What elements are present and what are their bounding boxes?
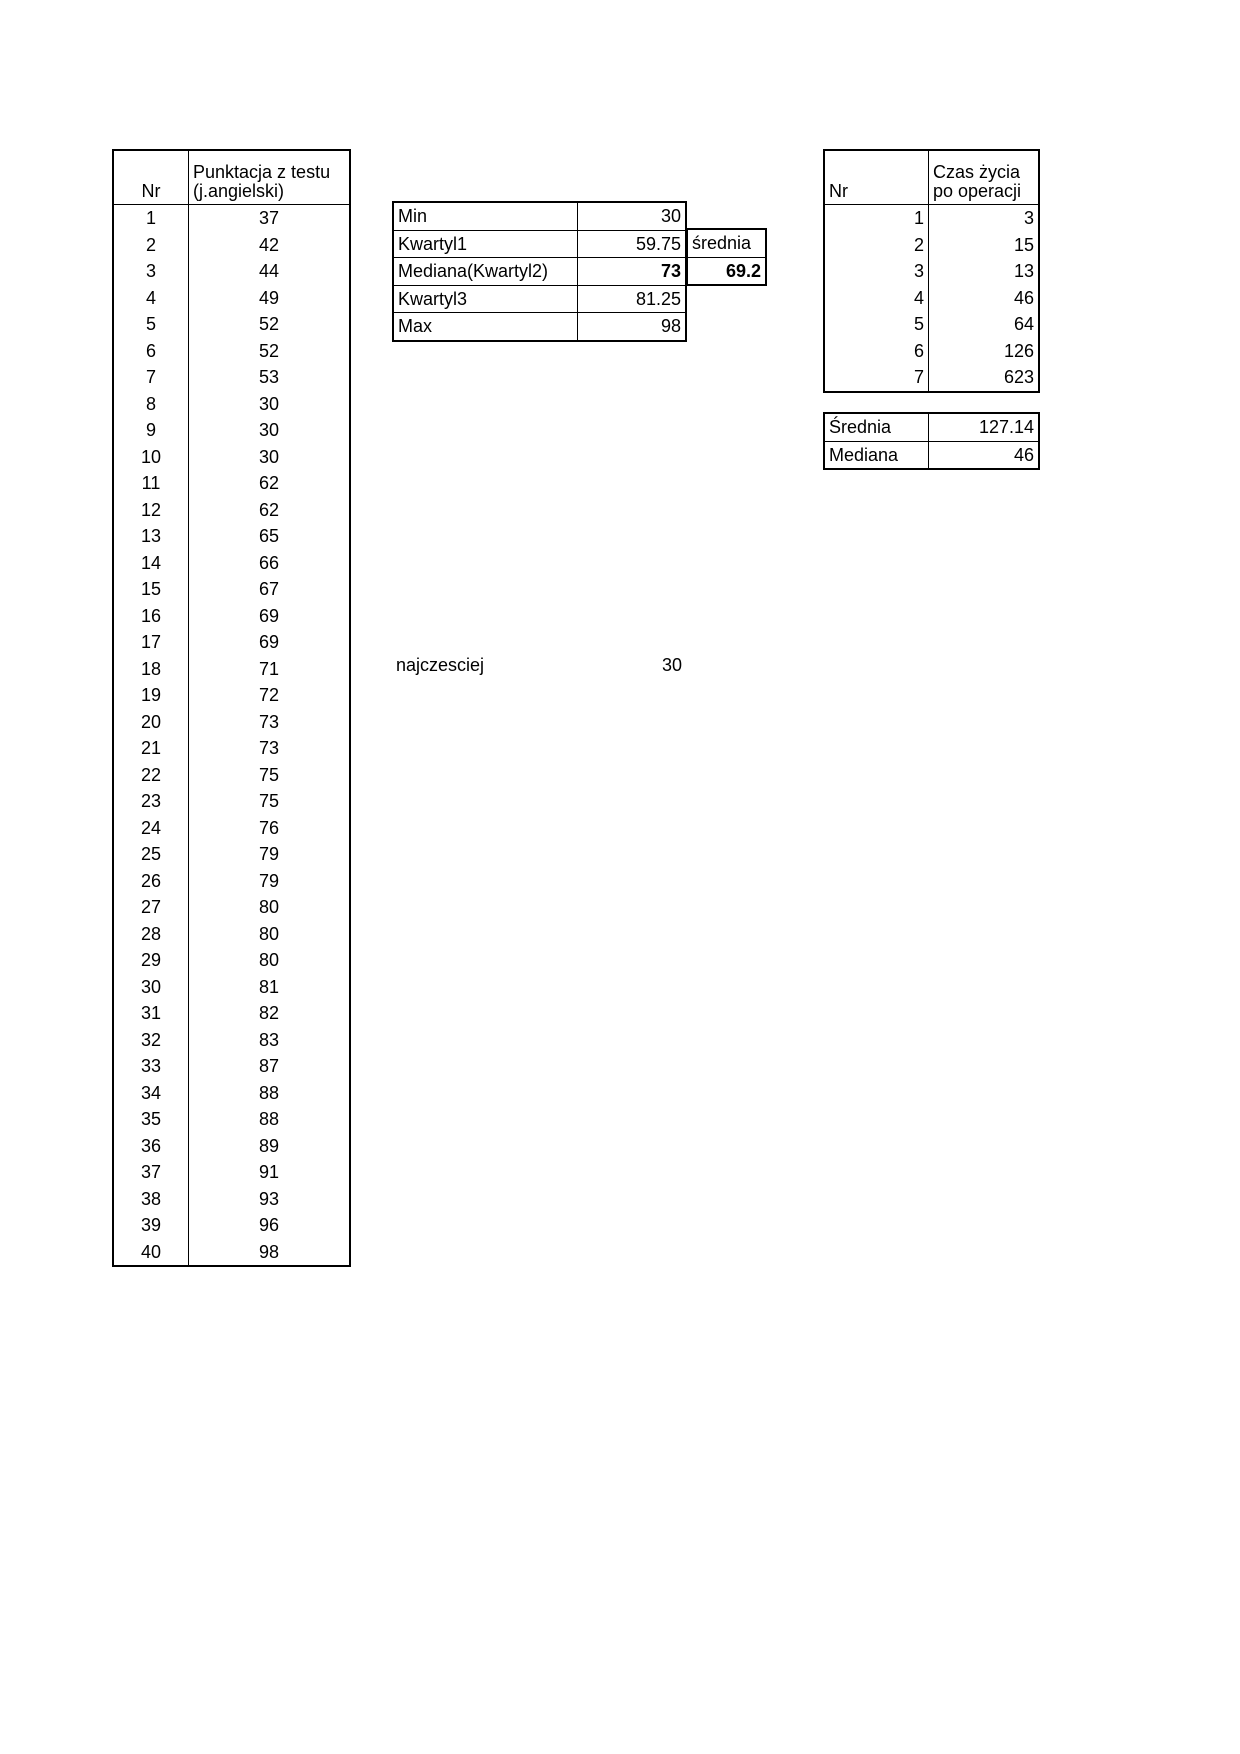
- row-score: 72: [258, 685, 280, 706]
- table-row: [113, 947, 350, 974]
- lifetime-row: [824, 338, 1039, 365]
- row-nr: 24: [113, 815, 189, 842]
- row-score: 52: [258, 314, 280, 335]
- table-row: [113, 603, 350, 630]
- row-score: 75: [258, 791, 280, 812]
- row-score: 53: [258, 367, 280, 388]
- scores-table: [112, 149, 351, 1267]
- lifetime-nr: 6: [824, 338, 929, 365]
- table-row: [113, 444, 350, 471]
- row-nr: 11: [113, 470, 189, 497]
- row-nr: 10: [113, 444, 189, 471]
- summary-row: [824, 441, 1039, 469]
- table-row: [113, 205, 350, 232]
- stat-label: Kwartyl3: [393, 285, 578, 313]
- table-row: [113, 656, 350, 683]
- row-score: 73: [258, 711, 280, 732]
- stat-value: 30: [578, 202, 687, 230]
- row-score: 73: [258, 738, 280, 759]
- row-nr: 14: [113, 550, 189, 577]
- lifetime-nr: 1: [824, 205, 929, 232]
- table-row: [113, 550, 350, 577]
- table-row: [113, 1159, 350, 1186]
- row-nr: 30: [113, 974, 189, 1001]
- row-nr: 31: [113, 1000, 189, 1027]
- row-nr: 19: [113, 682, 189, 709]
- row-score: 30: [258, 420, 280, 441]
- table-row: [113, 232, 350, 259]
- row-score: 88: [258, 1082, 280, 1103]
- mean-label: średnia: [687, 229, 766, 257]
- row-score: 62: [258, 499, 280, 520]
- stat-value: 59.75: [578, 230, 687, 258]
- stat-label: Mediana(Kwartyl2): [393, 258, 578, 286]
- row-nr: 32: [113, 1027, 189, 1054]
- row-nr: 40: [113, 1239, 189, 1267]
- stat-label: Kwartyl1: [393, 230, 578, 258]
- table-row: [113, 523, 350, 550]
- row-score: 87: [258, 1056, 280, 1077]
- table-row: [113, 364, 350, 391]
- table-row: [113, 1000, 350, 1027]
- lifetime-header-nr: Nr: [824, 150, 929, 205]
- most-frequent-value: 30: [662, 655, 683, 675]
- lifetime-value: 46: [1013, 287, 1034, 308]
- row-nr: 1: [113, 205, 189, 232]
- row-score: 62: [258, 473, 280, 494]
- row-nr: 5: [113, 311, 189, 338]
- table-row: [113, 868, 350, 895]
- stat-label: Min: [393, 202, 578, 230]
- row-score: 79: [258, 844, 280, 865]
- summary-row: [824, 413, 1039, 441]
- row-nr: 4: [113, 285, 189, 312]
- summary-label: Mediana: [824, 441, 929, 469]
- row-nr: 9: [113, 417, 189, 444]
- row-score: 69: [258, 605, 280, 626]
- row-nr: 33: [113, 1053, 189, 1080]
- row-score: 80: [258, 897, 280, 918]
- summary-label: Średnia: [824, 413, 929, 441]
- lifetime-value: 3: [1023, 208, 1034, 229]
- row-nr: 29: [113, 947, 189, 974]
- most-frequent-label: najczesciej: [396, 655, 485, 675]
- stat-label: Max: [393, 313, 578, 341]
- lifetime-value: 15: [1013, 234, 1034, 255]
- scores-header-row: [113, 150, 350, 205]
- stat-value: 81.25: [578, 285, 687, 313]
- table-row: [113, 894, 350, 921]
- table-row: [113, 735, 350, 762]
- header-nr: Nr: [113, 150, 189, 205]
- lifetime-header-row: [824, 150, 1039, 205]
- row-score: 69: [258, 632, 280, 653]
- row-nr: 12: [113, 497, 189, 524]
- mean-value: 69.2: [687, 257, 766, 285]
- lifetime-row: [824, 258, 1039, 285]
- row-score: 81: [258, 976, 280, 997]
- table-row: [113, 576, 350, 603]
- row-nr: 16: [113, 603, 189, 630]
- row-score: 67: [258, 579, 280, 600]
- table-row: [113, 391, 350, 418]
- row-score: 98: [258, 1241, 280, 1262]
- row-nr: 20: [113, 709, 189, 736]
- row-nr: 36: [113, 1133, 189, 1160]
- table-row: [113, 841, 350, 868]
- row-score: 93: [258, 1188, 280, 1209]
- row-score: 83: [258, 1029, 280, 1050]
- row-nr: 17: [113, 629, 189, 656]
- table-row: [113, 1027, 350, 1054]
- row-score: 89: [258, 1135, 280, 1156]
- lifetime-nr: 5: [824, 311, 929, 338]
- stats-row: [393, 230, 686, 258]
- row-nr: 2: [113, 232, 189, 259]
- row-nr: 26: [113, 868, 189, 895]
- row-score: 49: [258, 287, 280, 308]
- table-row: [113, 788, 350, 815]
- row-nr: 21: [113, 735, 189, 762]
- lifetime-row: [824, 285, 1039, 312]
- lifetime-value: 126: [1003, 340, 1034, 361]
- row-score: 79: [258, 870, 280, 891]
- row-nr: 22: [113, 762, 189, 789]
- table-row: [113, 815, 350, 842]
- mean-row: [687, 229, 766, 257]
- row-nr: 37: [113, 1159, 189, 1186]
- row-score: 82: [258, 1003, 280, 1024]
- row-score: 80: [258, 950, 280, 971]
- table-row: [113, 285, 350, 312]
- row-score: 66: [258, 552, 280, 573]
- header-score: Punktacja z testu (j.angielski): [189, 150, 351, 205]
- row-nr: 23: [113, 788, 189, 815]
- summary-value: 127.14: [929, 413, 1040, 441]
- row-score: 91: [258, 1162, 280, 1183]
- row-nr: 35: [113, 1106, 189, 1133]
- row-nr: 15: [113, 576, 189, 603]
- summary-value: 46: [929, 441, 1040, 469]
- mean-value-row: [687, 257, 766, 285]
- row-score: 42: [258, 234, 280, 255]
- table-row: [113, 682, 350, 709]
- row-score: 44: [258, 261, 280, 282]
- table-row: [113, 1212, 350, 1239]
- lifetime-nr: 7: [824, 364, 929, 392]
- row-nr: 27: [113, 894, 189, 921]
- table-row: [113, 1080, 350, 1107]
- statistics-table: [392, 201, 687, 342]
- lifetime-header-value: Czas życia po operacji: [929, 150, 1040, 205]
- lifetime-row: [824, 311, 1039, 338]
- table-row: [113, 338, 350, 365]
- table-row: [113, 1133, 350, 1160]
- row-nr: 25: [113, 841, 189, 868]
- row-score: 96: [258, 1215, 280, 1236]
- table-row: [113, 1186, 350, 1213]
- row-score: 88: [258, 1109, 280, 1130]
- lifetime-row: [824, 232, 1039, 259]
- table-row: [113, 629, 350, 656]
- row-score: 75: [258, 764, 280, 785]
- lifetime-row: [824, 364, 1039, 392]
- stat-value: 98: [578, 313, 687, 341]
- table-row: [113, 974, 350, 1001]
- lifetime-table: [823, 149, 1040, 393]
- table-row: [113, 258, 350, 285]
- lifetime-summary-table: [823, 412, 1040, 470]
- row-score: 71: [258, 658, 280, 679]
- row-score: 30: [258, 446, 280, 467]
- row-nr: 34: [113, 1080, 189, 1107]
- mean-table: [686, 228, 767, 286]
- lifetime-value: 64: [1013, 314, 1034, 335]
- table-row: [113, 1239, 350, 1267]
- lifetime-nr: 4: [824, 285, 929, 312]
- lifetime-value: 13: [1013, 261, 1034, 282]
- row-score: 52: [258, 340, 280, 361]
- row-nr: 39: [113, 1212, 189, 1239]
- table-row: [113, 417, 350, 444]
- row-nr: 7: [113, 364, 189, 391]
- row-nr: 13: [113, 523, 189, 550]
- lifetime-nr: 3: [824, 258, 929, 285]
- table-row: [113, 1053, 350, 1080]
- row-score: 65: [258, 526, 280, 547]
- row-score: 76: [258, 817, 280, 838]
- stats-row: [393, 313, 686, 341]
- stats-row: [393, 202, 686, 230]
- table-row: [113, 1106, 350, 1133]
- lifetime-value: 623: [1003, 367, 1034, 388]
- table-row: [113, 311, 350, 338]
- table-row: [113, 762, 350, 789]
- row-nr: 8: [113, 391, 189, 418]
- lifetime-nr: 2: [824, 232, 929, 259]
- row-score: 30: [258, 393, 280, 414]
- table-row: [113, 709, 350, 736]
- row-score: 37: [258, 208, 280, 229]
- row-nr: 18: [113, 656, 189, 683]
- lifetime-row: [824, 205, 1039, 232]
- stats-row: [393, 258, 686, 286]
- row-score: 80: [258, 923, 280, 944]
- table-row: [113, 497, 350, 524]
- row-nr: 38: [113, 1186, 189, 1213]
- stat-value: 73: [578, 258, 687, 286]
- table-row: [113, 470, 350, 497]
- table-row: [113, 921, 350, 948]
- row-nr: 6: [113, 338, 189, 365]
- row-nr: 28: [113, 921, 189, 948]
- stats-row: [393, 285, 686, 313]
- row-nr: 3: [113, 258, 189, 285]
